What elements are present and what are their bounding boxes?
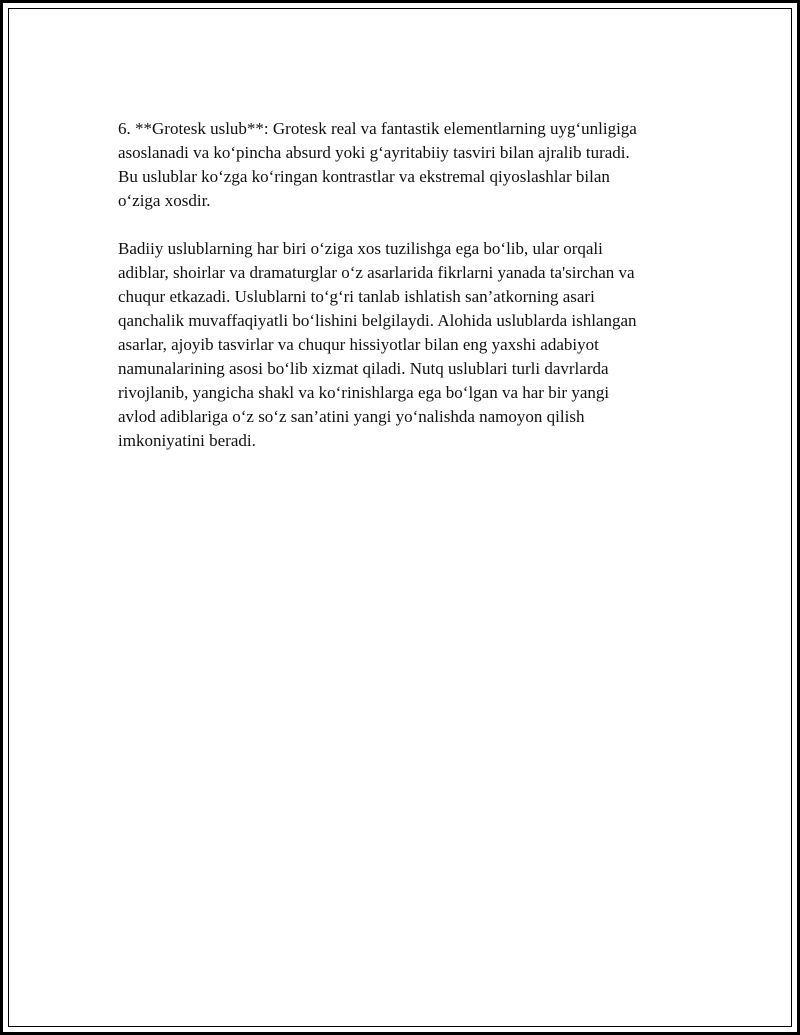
paragraph-artistic-styles-summary: Badiiy uslublarning har biri o‘ziga xos tuzilishga ega bo‘lib, ular orqali adiblar, shoirlar va dramaturglar o‘z asarlarida fikrlarni yanada ta'sirchan va chuqur etkazadi. Uslublarni to‘g‘ri tanlab ishlatish san’atkorning asari qanchalik muvaffaqiyatli bo‘lishini belgilaydi. Alohida uslublarda ishlangan asarlar, ajoyib tasvirlar va chuqur hissiyotlar bilan eng yaxshi adabiyot namunalarining asosi bo‘lib xizmat qiladi. Nutq uslublari turli davrlarda rivojlanib, yangicha shakl va ko‘rinishlarga ega bo‘lgan va har bir yangi avlod adiblariga o‘z so‘z san’atini yangi yo‘nalishda namoyon qilish imkoniyatini beradi.	[118, 239, 637, 450]
paragraph-grotesk-style: 6. **Grotesk uslub**: Grotesk real va fantastik elementlarning uyg‘unligiga asoslanadi va ko‘pincha absurd yoki g‘ayritabiiy tasviri bilan ajralib turadi. Bu uslublar ko‘zga ko‘ringan kontrastlar va ekstremal qiyoslashlar bilan o‘ziga xosdir.	[118, 119, 637, 210]
document-body	[118, 117, 698, 453]
